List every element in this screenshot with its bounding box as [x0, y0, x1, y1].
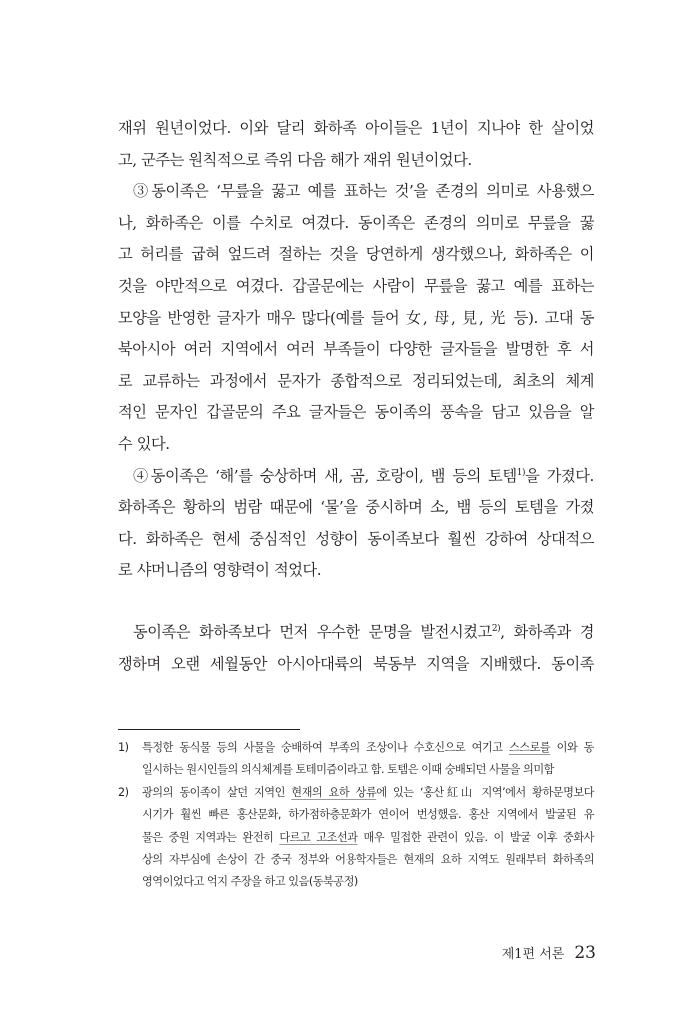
body-line: 북아시아 여러 지역에서 여러 부족들이 다양한 글자들을 발명한 후 서	[118, 340, 594, 359]
body-line: 다. 화하족은 현세 중심적인 성향이 동이족보다 훨씬 강하여 상대적으	[118, 529, 594, 548]
body-line: 화하족은 황하의 범람 때문에 ‘물’을 중시하며 소, 뱀 등의 토템을 가졌	[118, 498, 594, 517]
body-line: 재위 원년이었다. 이와 달리 화하족 아이들은 1년이 지나야 한 살이었	[118, 119, 594, 137]
text-run: 에 있는 ‘홍산紅山 지역’에서 황하문명보다	[376, 785, 594, 799]
underlined-text: 스스로를	[508, 741, 551, 754]
footnote-line	[142, 782, 594, 804]
paragraph-5-start	[118, 617, 594, 649]
body-line: 고 허리를 굽혀 엎드려 절하는 것을 당연하게 생각했으나, 화하족은 이	[118, 245, 594, 264]
footnote-number: 1)	[118, 741, 129, 754]
footnote-line: 일시하는 원시인들의 의식체계를 토테미즘이라고 함. 토템은 이때 숭배되던 사물을 의미함	[142, 763, 554, 777]
text-run: 특정한 동식물 등의 사물을 숭배하여 부족의 조상이나 수호신으로 여기고	[142, 741, 509, 754]
underlined-text: 현재의 요하 상류	[291, 785, 377, 799]
text-run: 광의의 동이족이 살던 지역인	[142, 785, 292, 799]
body-line: 로 샤머니즘의 영향력이 적었다.	[118, 561, 322, 580]
footnote-line: 시기가 훨씬 빠른 홍산문화, 하가점하층문화가 연이어 번성했음. 홍산 지역에서 발굴된 유	[142, 808, 594, 822]
footnote-ref-2[interactable]: 2)	[491, 623, 501, 634]
page-footer	[502, 943, 596, 963]
footnotes	[118, 737, 594, 894]
text-run: 을 가졌다.	[525, 466, 594, 485]
paragraph-3-start: ③동이족은 ‘무릎을 꿇고 예를 표하는 것’을 존경의 의미로 사용했으	[133, 182, 594, 201]
footnote-line	[142, 737, 594, 759]
body-line: 쟁하며 오랜 세월동안 아시아대륙의 북동부 지역을 지배했다. 동이족	[118, 654, 594, 673]
paragraph-4-start	[118, 461, 594, 493]
footnote-line: 상의 자부심에 손상이 간 중국 정부와 어용학자들은 현재의 요하 지역도 원래부터 화하족의	[142, 853, 594, 867]
footnote-number: 2)	[118, 785, 129, 799]
paragraph-gap	[118, 587, 594, 617]
text-run: 이와 동	[550, 741, 594, 754]
body-line: 나, 화하족은 이를 수치로 여겼다. 동이족은 존경의 의미로 무릎을 꿇	[118, 213, 594, 232]
body-line: 고, 군주는 원칙적으로 즉위 다음 해가 재위 원년이었다.	[118, 150, 472, 169]
page-number: 23	[574, 943, 596, 963]
body-text	[118, 113, 594, 680]
text-run: 물은 중원 지역과는 완전히	[142, 830, 280, 844]
text-run: 매우 밀접한 관련이 있음. 이 발굴 이후 중화사	[357, 830, 594, 844]
text-run: ④동이족은 ‘해’를 숭상하며 새, 곰, 호랑이, 뱀 등의 토템	[133, 466, 517, 485]
text-run: 동이족은 화하족보다 먼저 우수한 문명을 발전시켰고	[133, 622, 492, 641]
footnote-ref-1[interactable]: 1)	[516, 467, 526, 478]
body-line: 로 교류하는 과정에서 문자가 종합적으로 정리되었는데, 최초의 체계	[118, 371, 594, 390]
footnote-1	[118, 737, 594, 782]
body-line: 모양을 반영한 글자가 매우 많다(예를 들어 女, 母, 見, 光 등). 고대 동	[118, 308, 594, 327]
footnote-separator	[118, 729, 300, 730]
footnote-line	[142, 827, 594, 849]
body-line: 것을 야만적으로 여겼다. 갑골문에는 사람이 무릎을 꿇고 예를 표하는	[118, 276, 594, 295]
underlined-text: 다르고 고조선과	[279, 830, 358, 844]
footnote-2	[118, 782, 594, 894]
text-run: , 화하족과 경	[500, 622, 594, 641]
section-title: 제1편 서론	[501, 947, 565, 962]
body-line: 수 있다.	[118, 434, 170, 453]
footnote-line: 영역이었다고 억지 주장을 하고 있음(동북공정)	[142, 875, 358, 889]
body-line: 적인 문자인 갑골문의 주요 글자들은 동이족의 풍속을 담고 있음을 알	[118, 403, 594, 422]
